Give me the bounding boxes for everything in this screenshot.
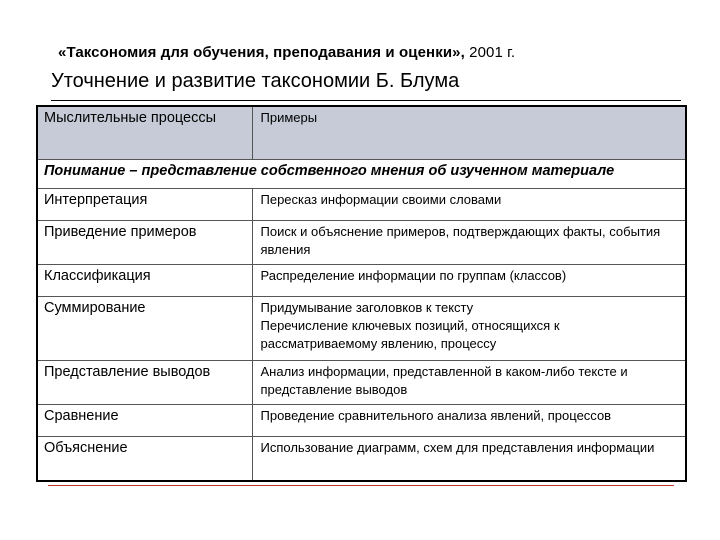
examples-cell: [252, 189, 686, 221]
example-line: Проведение сравнительного анализа явлений, процессов: [260, 408, 612, 423]
table-row: [37, 361, 686, 405]
examples-cell: [252, 221, 686, 265]
process-cell: Классификация: [37, 265, 252, 297]
examples-cell: [252, 265, 686, 297]
taxonomy-table: [36, 105, 687, 482]
header-examples: Примеры: [252, 106, 686, 160]
title-divider: [51, 100, 681, 101]
examples-cell: [252, 405, 686, 437]
example-line: Перечисление ключевых позиций, относящихся к рассматриваемому явлению, процессу: [260, 318, 560, 351]
process-cell: Суммирование: [37, 297, 252, 361]
example-line: Анализ информации, представленной в каком-либо тексте и представление выводов: [260, 364, 628, 397]
process-cell: Представление выводов: [37, 361, 252, 405]
subtitle-year: 2001 г.: [469, 44, 516, 61]
example-line: Поиск и объяснение примеров, подтверждающих факты, события явления: [260, 224, 661, 257]
examples-cell: [252, 297, 686, 361]
examples-cell: [252, 437, 686, 481]
bottom-divider: [48, 485, 674, 486]
table-header-row: [37, 106, 686, 160]
table-row: [37, 405, 686, 437]
example-line: Придумывание заголовков к тексту: [260, 300, 474, 315]
table-row: [37, 189, 686, 221]
process-cell: Объяснение: [37, 437, 252, 481]
slide-title: Уточнение и развитие таксономии Б. Блума: [51, 70, 460, 92]
example-line: Пересказ информации своими словами: [260, 192, 502, 207]
slide-subtitle: [58, 44, 515, 61]
process-cell: Сравнение: [37, 405, 252, 437]
table-row: [37, 221, 686, 265]
header-processes: Мыслительные процессы: [37, 106, 252, 160]
section-title: Понимание – представление собственного мнения об изученном материале: [37, 160, 686, 189]
subtitle-text: «Таксономия для обучения, преподавания и оценки»,: [58, 44, 470, 61]
example-line: Использование диаграмм, схем для представления информации: [260, 440, 655, 455]
process-cell: Приведение примеров: [37, 221, 252, 265]
table-row: [37, 297, 686, 361]
section-row: [37, 160, 686, 189]
example-line: Распределение информации по группам (классов): [260, 268, 567, 283]
examples-cell: [252, 361, 686, 405]
table-row: [37, 265, 686, 297]
table-row: [37, 437, 686, 481]
process-cell: Интерпретация: [37, 189, 252, 221]
